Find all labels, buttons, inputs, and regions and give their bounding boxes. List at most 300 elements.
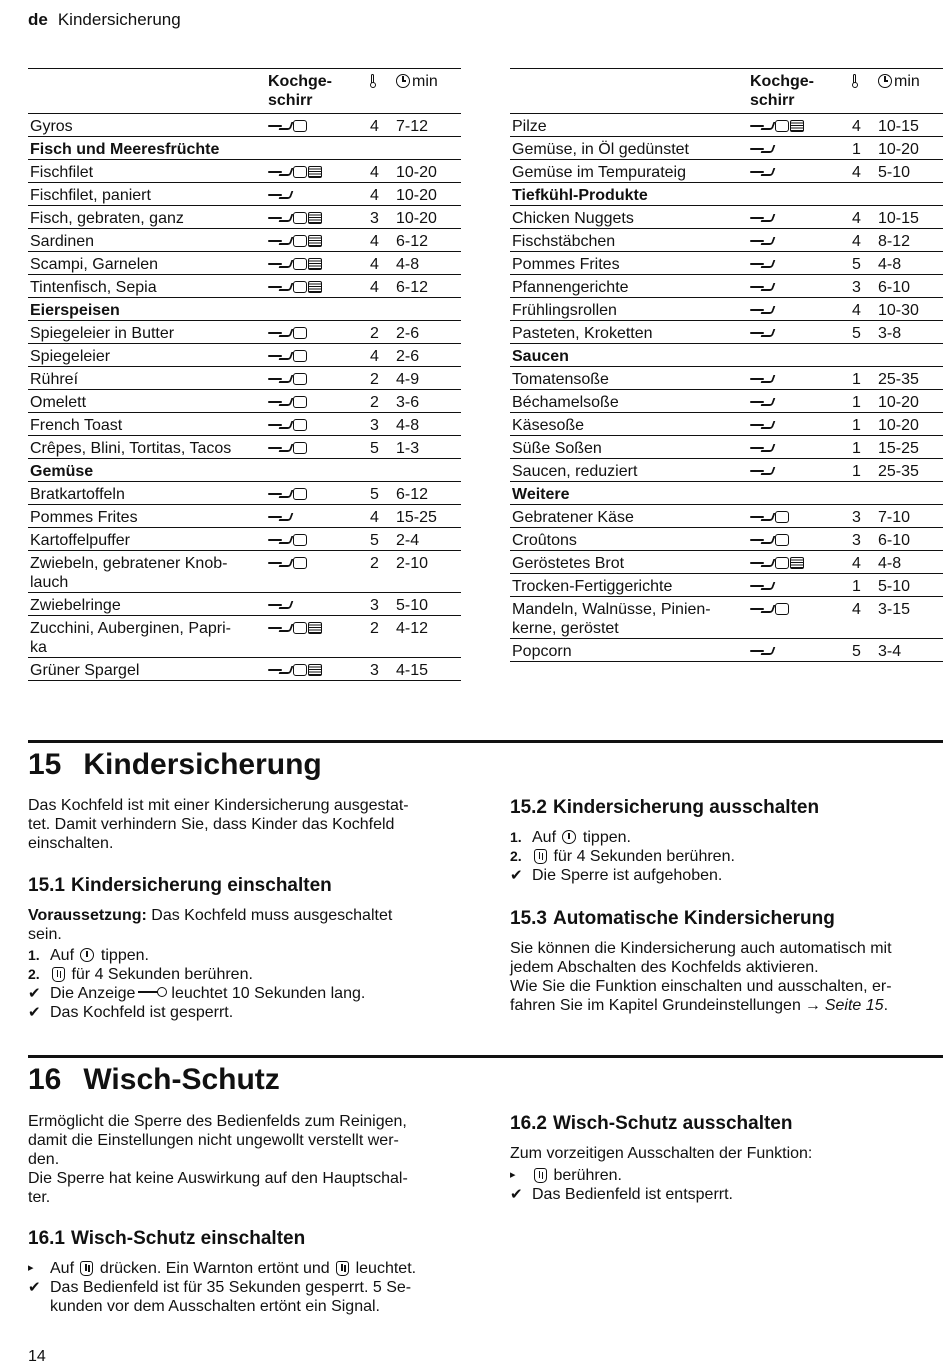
cookware-cell xyxy=(268,554,370,573)
frying-pan-icon xyxy=(750,420,774,430)
pot-icon xyxy=(293,622,307,634)
section-number: 15.2 xyxy=(510,797,547,818)
cooking-time: 1-3 xyxy=(396,440,420,457)
check-icon: ✔ xyxy=(510,1186,523,1203)
table-row xyxy=(28,344,461,367)
food-name: Fisch und Meeresfrüchte xyxy=(30,141,220,158)
power-level: 4 xyxy=(852,118,861,135)
frying-pan-icon xyxy=(268,443,292,453)
lock-hand-icon xyxy=(534,849,547,864)
frying-pan-icon xyxy=(750,282,774,292)
cookware-cell xyxy=(750,140,852,159)
frying-pan-icon xyxy=(750,144,774,154)
food-name: Pasteten, Kroketten xyxy=(512,325,653,342)
cookware-cell xyxy=(268,186,370,205)
table-row xyxy=(28,275,461,298)
cookware-cell xyxy=(750,508,852,527)
list-item xyxy=(28,1278,458,1316)
step-text: Auf xyxy=(50,1260,75,1277)
cookware-cell xyxy=(750,278,852,297)
cooking-time: 3-4 xyxy=(878,643,902,660)
table-row xyxy=(510,436,943,459)
table-row xyxy=(510,298,943,321)
steps-15-1 xyxy=(28,946,458,1022)
table-category-row xyxy=(510,344,943,367)
grill-pan-icon xyxy=(308,281,322,293)
chapter-heading-16 xyxy=(28,1063,280,1097)
pot-icon xyxy=(775,603,789,615)
cookware-cell xyxy=(268,619,370,638)
table-row xyxy=(28,528,461,551)
table-row xyxy=(28,658,461,681)
cookware-cell xyxy=(750,416,852,435)
frying-pan-icon xyxy=(268,259,292,269)
power-level: 5 xyxy=(852,256,861,273)
pot-icon xyxy=(293,258,307,270)
section-number: 16.1 xyxy=(28,1228,65,1249)
time-unit: min xyxy=(894,73,920,90)
grill-pan-icon xyxy=(790,120,804,132)
header-level xyxy=(370,72,396,110)
arrow-icon: → xyxy=(804,997,821,1014)
frying-pan-icon xyxy=(750,213,774,223)
cooking-time: 7-10 xyxy=(878,509,911,526)
table-row xyxy=(28,505,461,528)
wipe-protect-icon xyxy=(534,1168,547,1183)
power-level: 3 xyxy=(370,210,379,227)
power-level: 4 xyxy=(370,256,379,273)
section-number: 16.2 xyxy=(510,1113,547,1134)
result-text: Das Kochfeld ist gesperrt. xyxy=(50,1004,234,1021)
grill-pan-icon xyxy=(308,212,322,224)
power-level: 5 xyxy=(370,440,379,457)
frying-pan-icon xyxy=(268,282,292,292)
table-row xyxy=(510,528,943,551)
food-name: Pilze xyxy=(512,118,547,135)
frying-pan-icon xyxy=(750,443,774,453)
food-name: French Toast xyxy=(30,417,123,434)
food-name: Zwiebelringe xyxy=(30,597,121,614)
grill-pan-icon xyxy=(308,258,322,270)
section-title: Wisch-Schutz ausschalten xyxy=(552,1113,793,1134)
list-item xyxy=(510,866,940,885)
language-code: de xyxy=(28,10,48,29)
auto-lock-text xyxy=(510,939,940,1015)
pot-icon xyxy=(293,442,307,454)
table-row xyxy=(28,114,461,137)
frying-pan-icon xyxy=(750,328,774,338)
food-name: Béchamelsoße xyxy=(512,394,619,411)
chapter-heading-15 xyxy=(28,748,322,782)
power-level: 3 xyxy=(852,509,861,526)
power-level: 1 xyxy=(852,141,861,158)
cookware-cell xyxy=(750,209,852,228)
power-level: 1 xyxy=(852,440,861,457)
food-name: Mandeln, Walnüsse, Pinien- kerne, geröstet xyxy=(512,601,711,637)
frying-pan-icon xyxy=(268,600,292,610)
food-name: Tomatensoße xyxy=(512,371,609,388)
food-name: Pfannengerichte xyxy=(512,279,629,296)
power-level: 4 xyxy=(370,279,379,296)
chapter-number: 16 xyxy=(28,1063,62,1096)
frying-pan-icon xyxy=(268,236,292,246)
check-icon: ✔ xyxy=(510,867,523,884)
result-text: Die Anzeige xyxy=(50,985,136,1002)
food-name: Crêpes, Blini, Tortitas, Tacos xyxy=(30,440,232,457)
chapter-number: 15 xyxy=(28,748,62,781)
header-cookware: Kochge- schirr xyxy=(750,73,814,109)
grill-pan-icon xyxy=(308,664,322,676)
frying-pan-icon xyxy=(268,558,292,568)
wipe-protect-icon xyxy=(80,1261,93,1276)
power-level: 4 xyxy=(370,509,379,526)
header-name-cell xyxy=(28,72,268,110)
result-text: Das Bedienfeld ist für 35 Sekunden gesperrt. 5 Se- kunden vor dem Ausschalten ertönt ein Signal. xyxy=(50,1279,412,1315)
step-text: tippen. xyxy=(100,947,149,964)
frying-pan-icon xyxy=(750,397,774,407)
cookware-cell xyxy=(268,596,370,615)
food-name: Popcorn xyxy=(512,643,572,660)
food-name: Bratkartoffeln xyxy=(30,486,125,503)
food-name: Gebratener Käse xyxy=(512,509,634,526)
power-level: 3 xyxy=(370,597,379,614)
cookware-cell xyxy=(268,324,370,343)
cookware-cell xyxy=(750,554,852,573)
cooking-time: 15-25 xyxy=(878,440,919,457)
food-name: Chicken Nuggets xyxy=(512,210,634,227)
section-heading-16-1 xyxy=(28,1228,305,1250)
table-row xyxy=(28,206,461,229)
food-name: Pommes Frites xyxy=(30,509,138,526)
food-name: Weitere xyxy=(512,486,570,503)
table-row xyxy=(510,367,943,390)
food-name: Rühreí xyxy=(30,371,79,388)
section-heading-16-2 xyxy=(510,1113,792,1135)
grill-pan-icon xyxy=(308,235,322,247)
food-name: Omelett xyxy=(30,394,87,411)
check-icon: ✔ xyxy=(28,985,41,1002)
cookware-cell xyxy=(750,117,852,136)
frying-pan-icon xyxy=(750,121,774,131)
frying-pan-icon xyxy=(750,646,774,656)
table-row xyxy=(510,137,943,160)
cookware-cell xyxy=(750,439,852,458)
table-row xyxy=(28,252,461,275)
steps-16-2 xyxy=(510,1166,940,1204)
cookware-cell xyxy=(268,255,370,274)
power-level: 4 xyxy=(370,118,379,135)
food-name: Kartoffelpuffer xyxy=(30,532,130,549)
cooking-table-left xyxy=(28,68,461,681)
step-text: leuchtet. xyxy=(355,1260,417,1277)
table-category-row xyxy=(28,298,461,321)
cooking-time: 5-10 xyxy=(396,597,429,614)
cookware-cell xyxy=(750,600,852,619)
frying-pan-icon xyxy=(750,466,774,476)
cookware-cell xyxy=(750,163,852,182)
frying-pan-icon xyxy=(750,259,774,269)
step-number: 1. xyxy=(510,829,522,845)
food-name: Zwiebeln, gebratener Knob- lauch xyxy=(30,555,228,591)
table-row xyxy=(510,275,943,298)
food-name: Fischfilet, paniert xyxy=(30,187,151,204)
section-number: 15.1 xyxy=(28,875,65,896)
cooking-time: 10-20 xyxy=(878,394,919,411)
cookware-cell xyxy=(268,209,370,228)
frying-pan-icon xyxy=(750,604,774,614)
step-text: berühren. xyxy=(553,1167,622,1184)
food-name: Gyros xyxy=(30,118,73,135)
result-text: Die Sperre ist aufgehoben. xyxy=(532,867,723,884)
cookware-cell xyxy=(268,163,370,182)
cooking-time: 6-12 xyxy=(396,279,429,296)
power-icon xyxy=(80,948,94,962)
section-title: Automatische Kindersicherung xyxy=(552,908,835,929)
food-name: Fischstäbchen xyxy=(512,233,616,250)
cookware-cell xyxy=(268,439,370,458)
frying-pan-icon xyxy=(268,167,292,177)
section-title: Wisch-Schutz einschalten xyxy=(70,1228,306,1249)
table-header xyxy=(28,69,461,114)
cooking-time: 10-20 xyxy=(396,210,437,227)
cookware-cell xyxy=(750,577,852,596)
cookware-cell xyxy=(750,642,852,661)
cooking-time: 10-20 xyxy=(396,164,437,181)
power-level: 4 xyxy=(370,348,379,365)
food-name: Croûtons xyxy=(512,532,577,549)
power-level: 3 xyxy=(370,662,379,679)
cooking-time: 10-20 xyxy=(396,187,437,204)
frying-pan-icon xyxy=(268,351,292,361)
food-name: Tintenfisch, Sepia xyxy=(30,279,157,296)
table-row xyxy=(510,574,943,597)
cooking-time: 10-20 xyxy=(878,417,919,434)
section-heading-15-2 xyxy=(510,797,819,819)
table-category-row xyxy=(510,482,943,505)
power-level: 2 xyxy=(370,325,379,342)
cooking-time: 2-10 xyxy=(396,555,429,572)
frying-pan-icon xyxy=(750,535,774,545)
cookware-cell xyxy=(268,485,370,504)
pot-icon xyxy=(775,534,789,546)
cookware-cell xyxy=(750,462,852,481)
header-time xyxy=(396,72,461,110)
frying-pan-icon xyxy=(268,190,292,200)
step-text: für 4 Sekunden berühren. xyxy=(553,848,735,865)
cookware-cell xyxy=(750,531,852,550)
body-text: Wie Sie die Funktion einschalten und ausschalten, er- fahren Sie im Kapitel Grundeinstellungen xyxy=(510,978,892,1014)
table-row xyxy=(510,114,943,137)
clock-icon xyxy=(878,74,892,88)
wipe-protect-icon xyxy=(336,1261,349,1276)
step-text: tippen. xyxy=(582,829,631,846)
frying-pan-icon xyxy=(750,167,774,177)
body-text: Sie können die Kindersicherung auch automatisch mit jedem Abschalten des Kochfelds aktivieren. xyxy=(510,940,892,976)
power-level: 4 xyxy=(852,601,861,618)
power-level: 2 xyxy=(370,620,379,637)
table-category-row xyxy=(510,183,943,206)
page-header xyxy=(28,10,181,29)
body-text: . xyxy=(883,997,889,1014)
table-row xyxy=(510,639,943,662)
frying-pan-icon xyxy=(750,512,774,522)
food-name: Saucen xyxy=(512,348,569,365)
table-header xyxy=(510,69,943,114)
list-item xyxy=(28,946,458,965)
pot-icon xyxy=(293,373,307,385)
cooking-time: 2-6 xyxy=(396,325,420,342)
header-time xyxy=(878,72,943,110)
table-row xyxy=(510,459,943,482)
section-rule xyxy=(28,1055,943,1058)
list-item xyxy=(28,1003,458,1022)
power-level: 2 xyxy=(370,371,379,388)
cooking-time: 6-10 xyxy=(878,279,911,296)
check-icon: ✔ xyxy=(28,1279,41,1296)
food-name: Gemüse im Tempurateig xyxy=(512,164,686,181)
food-name: Gemüse, in Öl gedünstet xyxy=(512,141,689,158)
table-row xyxy=(28,183,461,206)
page-number: 14 xyxy=(28,1348,46,1365)
table-row xyxy=(28,367,461,390)
food-name: Sardinen xyxy=(30,233,95,250)
power-level: 1 xyxy=(852,463,861,480)
cooking-table-right xyxy=(510,68,943,662)
cooking-time: 3-8 xyxy=(878,325,902,342)
pot-icon xyxy=(293,120,307,132)
food-name: Gemüse xyxy=(30,463,94,480)
frying-pan-icon xyxy=(750,374,774,384)
pot-icon xyxy=(293,281,307,293)
power-level: 4 xyxy=(852,233,861,250)
power-level: 1 xyxy=(852,417,861,434)
list-item xyxy=(28,1259,458,1278)
step-text: Auf xyxy=(532,829,557,846)
frying-pan-icon xyxy=(268,328,292,338)
cookware-cell xyxy=(750,255,852,274)
cookware-cell xyxy=(750,370,852,389)
pot-icon xyxy=(775,120,789,132)
intro-text: Das Kochfeld ist mit einer Kindersicherung ausgestat- tet. Damit verhindern Sie, dass Kinder das Kochfeld einschalten. xyxy=(28,797,409,852)
food-name: Fischfilet xyxy=(30,164,94,181)
table-row xyxy=(510,321,943,344)
cooking-time: 4-9 xyxy=(396,371,420,388)
pot-icon xyxy=(293,166,307,178)
list-item xyxy=(510,847,940,866)
pot-icon xyxy=(293,419,307,431)
cookware-cell xyxy=(268,416,370,435)
food-name: Tiefkühl-Produkte xyxy=(512,187,648,204)
table-row xyxy=(510,160,943,183)
table-row xyxy=(28,436,461,459)
frying-pan-icon xyxy=(268,535,292,545)
cooking-time: 10-30 xyxy=(878,302,919,319)
cooking-time: 2-6 xyxy=(396,348,420,365)
food-name: Spiegeleier xyxy=(30,348,111,365)
power-level: 2 xyxy=(370,555,379,572)
frying-pan-icon xyxy=(268,489,292,499)
power-level: 5 xyxy=(370,486,379,503)
section-rule xyxy=(28,740,943,743)
frying-pan-icon xyxy=(750,236,774,246)
food-name: Grüner Spargel xyxy=(30,662,140,679)
food-name: Zucchini, Auberginen, Papri- ka xyxy=(30,620,231,656)
cooking-time: 8-12 xyxy=(878,233,911,250)
cooking-time: 6-12 xyxy=(396,233,429,250)
frying-pan-icon xyxy=(750,581,774,591)
body-text: Ermöglicht die Sperre des Bedienfelds zum Reinigen, damit die Einstellungen nicht ungewollt verstellt wer- den. xyxy=(28,1113,407,1168)
step-number: 1. xyxy=(28,947,40,963)
power-level: 5 xyxy=(852,643,861,660)
cooking-time: 4-15 xyxy=(396,662,429,679)
chapter-title: Kindersicherung xyxy=(83,748,322,781)
pot-icon xyxy=(293,488,307,500)
table-row xyxy=(510,597,943,639)
pot-icon xyxy=(293,534,307,546)
power-level: 4 xyxy=(370,233,379,250)
frying-pan-icon xyxy=(268,121,292,131)
frying-pan-icon xyxy=(268,665,292,675)
page-reference-link[interactable]: Seite 15 xyxy=(824,997,884,1014)
pot-icon xyxy=(293,235,307,247)
table-row xyxy=(510,390,943,413)
bullet-triangle-icon: ▸ xyxy=(510,1169,516,1181)
header-level xyxy=(852,72,878,110)
cooking-time: 4-8 xyxy=(878,256,902,273)
table-row xyxy=(510,551,943,574)
power-level: 5 xyxy=(852,325,861,342)
header-cookware: Kochge- schirr xyxy=(268,73,332,109)
list-item xyxy=(28,965,458,984)
table-row xyxy=(510,413,943,436)
cooking-time: 4-8 xyxy=(396,417,420,434)
bullet-triangle-icon: ▸ xyxy=(28,1262,34,1274)
section-heading-15-3 xyxy=(510,908,835,930)
food-name: Käsesoße xyxy=(512,417,585,434)
power-level: 4 xyxy=(852,164,861,181)
pot-icon xyxy=(775,511,789,523)
pot-icon xyxy=(293,396,307,408)
result-text: Das Bedienfeld ist entsperrt. xyxy=(532,1186,733,1203)
food-name: Süße Soßen xyxy=(512,440,602,457)
step-text: Auf xyxy=(50,947,75,964)
cooking-time: 4-12 xyxy=(396,620,429,637)
power-level: 3 xyxy=(852,279,861,296)
cooking-time: 10-15 xyxy=(878,118,919,135)
table-category-row xyxy=(28,137,461,160)
power-level: 4 xyxy=(370,164,379,181)
food-name: Trocken-Fertiggerichte xyxy=(512,578,673,595)
list-item xyxy=(510,828,940,847)
section-title: Kindersicherung einschalten xyxy=(70,875,332,896)
cookware-cell xyxy=(268,370,370,389)
table-row xyxy=(28,593,461,616)
frying-pan-icon xyxy=(268,420,292,430)
body-text: Die Sperre hat keine Auswirkung auf den Hauptschal- ter. xyxy=(28,1170,408,1206)
step-number: 2. xyxy=(28,966,40,982)
table-row xyxy=(28,482,461,505)
frying-pan-icon xyxy=(268,397,292,407)
food-name: Geröstetes Brot xyxy=(512,555,625,572)
frying-pan-icon xyxy=(750,305,774,315)
power-level: 1 xyxy=(852,394,861,411)
cooking-time: 6-12 xyxy=(396,486,429,503)
cookware-cell xyxy=(268,347,370,366)
list-item xyxy=(510,1166,940,1185)
thermometer-icon xyxy=(370,74,376,88)
table-row xyxy=(28,616,461,658)
key-icon xyxy=(138,986,168,1000)
